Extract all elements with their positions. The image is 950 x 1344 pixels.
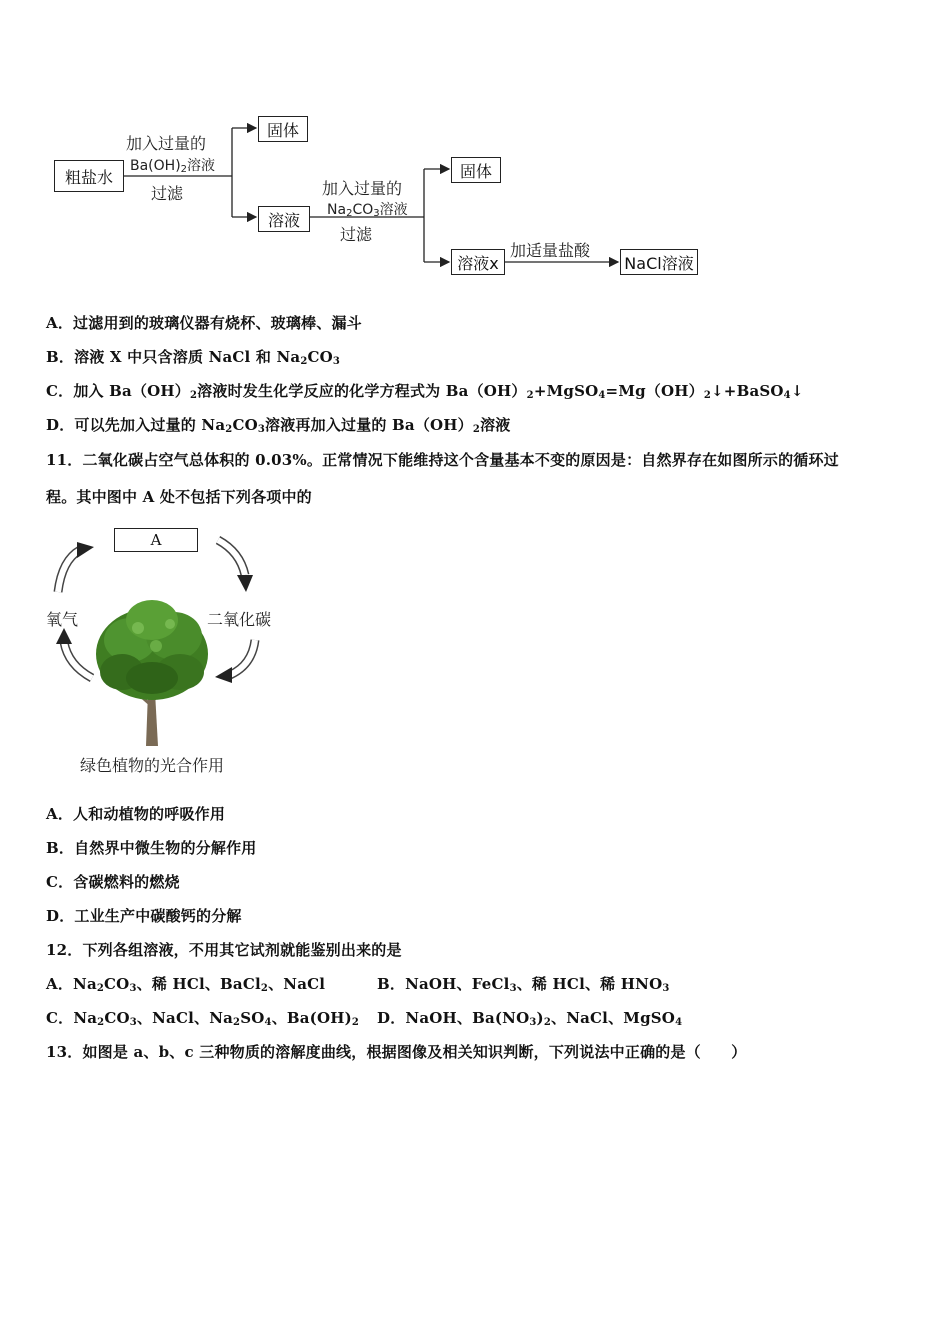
q10-option-b: B．溶液 X 中只含溶质 NaCl 和 $Na_2CO_3$ (46, 348, 341, 367)
step3-label: 加适量盐酸 (510, 241, 591, 260)
arrow-head-3 (56, 628, 72, 644)
q11-option-d: D．工业生产中碳酸钙的分解 (46, 907, 242, 925)
label-carbon-dioxide: 二氧化碳 (207, 610, 272, 629)
q11-stem-line-2: 程。其中图中 A 处不包括下列各项中的 (46, 488, 312, 506)
q11-stem-line-1: 11．二氧化碳占空气总体积的 0.03%。正常情况下能维持这个含量基本不变的原因是：自然界存在如图所示的循环过 (46, 451, 839, 469)
node-solid-2: 固体 (451, 157, 501, 183)
q13-stem: 13．如图是 a、b、c 三种物质的溶解度曲线，根据图像及相关知识判断，下列说法中正确的是（ ） (46, 1043, 747, 1061)
q12-option-b: B．NaOH、FeCl$_3$、稀 HCl、稀 $HNO_3$ (377, 975, 670, 994)
arrow-head-2 (215, 667, 232, 683)
step1-reagent: $Ba(OH)_2$溶液 (130, 158, 216, 175)
q11-option-a: A．人和动植物的呼吸作用 (46, 805, 226, 823)
q10-option-c: C．加入 $Ba(OH)_2$溶液时发生化学反应的化学方程式为 $Ba(OH)_2+MgSO_4=Mg(OH)_2↓+BaSO_4↓$ (46, 382, 804, 401)
arrow-head-1 (237, 575, 253, 592)
q12-option-d: D．NaOH、$Ba(NO_3)_2$、NaCl、MgSO$_4$ (377, 1009, 683, 1028)
step2-bottom-label: 过滤 (340, 225, 373, 244)
step1-top-label: 加入过量的 (126, 134, 207, 153)
node-solid-1: 固体 (258, 116, 308, 142)
step2-top-label: 加入过量的 (322, 179, 403, 198)
q11-option-b: B．自然界中微生物的分解作用 (46, 839, 257, 857)
node-solution-x: 溶液x (451, 249, 505, 275)
q12-stem: 12．下列各组溶液，不用其它试剂就能鉴别出来的是 (46, 941, 402, 959)
node-brine: 粗盐水 (54, 160, 124, 192)
node-solution-1: 溶液 (258, 206, 310, 232)
label-oxygen: 氧气 (46, 610, 79, 629)
q10-option-d: D．可以先加入过量的 $Na_2CO_3$溶液再加入过量的 $Ba(OH)_2$溶液 (46, 416, 511, 435)
node-nacl-solution: NaCl溶液 (620, 249, 698, 275)
box-a: A (114, 528, 198, 552)
q12-option-c: C．$Na_2CO_3$、NaCl、$Na_2SO_4$、$Ba(OH)_2$ (46, 1009, 360, 1028)
step2-reagent: $Na_2CO_3$溶液 (327, 202, 408, 219)
q10-option-a: A．过滤用到的玻璃仪器有烧杯、玻璃棒、漏斗 (46, 314, 362, 332)
arrow-head-4 (77, 542, 94, 558)
step1-bottom-label: 过滤 (151, 184, 184, 203)
q11-option-c: C．含碳燃料的燃烧 (46, 873, 180, 891)
tree-icon (92, 596, 216, 748)
diagram-caption: 绿色植物的光合作用 (80, 756, 225, 775)
q12-option-a: A．$Na_2CO_3$、稀 HCl、BaCl$_2$、NaCl (46, 975, 326, 994)
